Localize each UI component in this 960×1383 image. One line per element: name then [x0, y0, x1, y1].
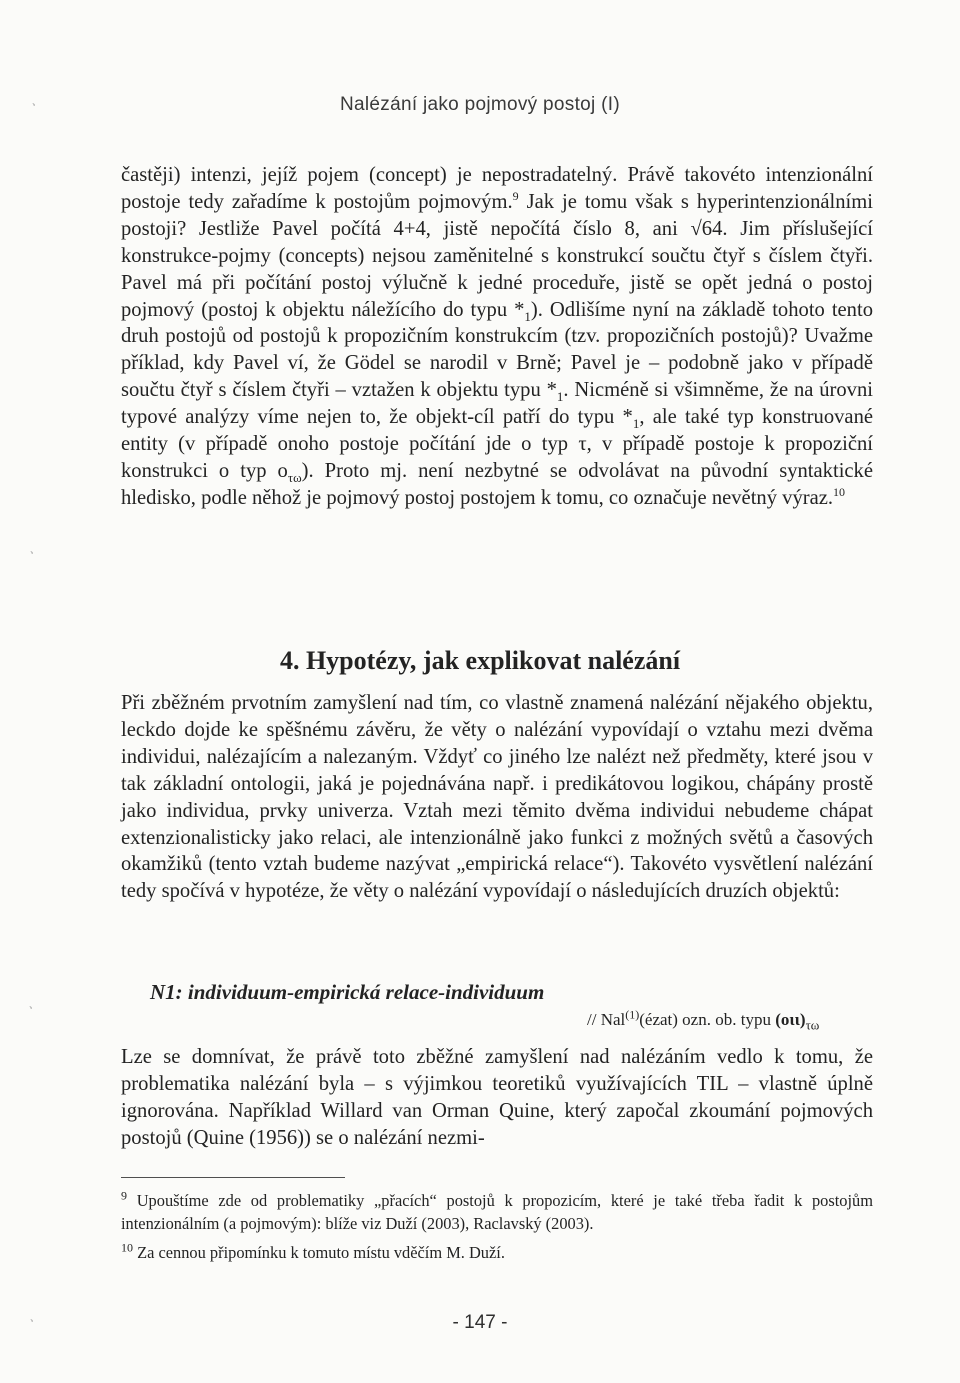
paragraph-quine — [121, 1044, 873, 1152]
margin-scan-mark: ㆍ — [25, 546, 39, 562]
section-heading: 4. Hypotézy, jak explikovat nalézání — [279, 646, 681, 675]
type-subscript: τω — [805, 1017, 820, 1033]
footnote-text: Upouštíme zde od problematiky „přacích“ postojů k propozicím, které je také třeba řadit k postojům intenzionálním (a pojmovým): blíže viz Duží (2003), Raclavský (2003). — [121, 1191, 873, 1233]
footnote-text: Za cennou připomínku k tomuto místu vděčím M. Duží. — [133, 1243, 505, 1262]
paragraph-text: . Nicméně si všimněme, že na úrovni typové analýzy víme nejen to, že objekt-cíl patří do typu * — [121, 379, 873, 429]
footnote-10 — [121, 1241, 873, 1264]
paragraph-text: Při zběžném prvotním zamyšlení nad tím, co vlastně znamená nalézání nějakého objektu, leckdo dojde ke spěšnému závěru, že věty o nalézání vypovídají o vztahu mezi dvěma individui, nalézajícím a nalezaným. Vždyť co jiného lze nalézt než předměty, které jsou v tak základní ontologii, jaká je pojednávána např. i predikátovou logikou, chápány prostě jako individua, prvky univerza. Vztah mezi těmito dvěma individui nebudeme chápat extenzionalisticky jako relaci, ale intenzionálně jako funkci z možných světů a časových okamžiků (tento vztah budeme nazývat „empirická relace“). Takovéto vysvětlení nalézání tedy spočívá v hypotéze, že věty o nalézání vypovídají o následujících druzích objektů: — [121, 692, 873, 903]
page-number: - 147 - — [452, 1312, 508, 1333]
type-superscript: (1) — [625, 1007, 640, 1022]
footnotes — [121, 1189, 873, 1264]
paragraph-text: Jak je tomu však s hyperintenzionálními postoji? Jestliže Pavel počítá 4+4, jistě nepočítá číslo 8, ani √64. Jim příslušející konstrukce-pojmy (concepts) nejsou zaměnitelné s konstrukcí součtu čtyř s číslem čtyři. Pavel má při počítání postoj výlučně k jedné proceduře, jistě se opět jedná o postoj pojmový (postoj k objektu náležícího do typu * — [121, 190, 873, 321]
paragraph-hypotheses — [121, 690, 873, 905]
paragraph-text: Lze se domnívat, že právě toto zběžné zamyšlení nad nalézáním vedlo k tomu, že problematika nalézání byla – s výjimkou teoretiků využívajících TIL – vlastně úplně ignorována. Například Willard van Orman Quine, který započal zkoumání pojmových postojů (Quine (1956)) se o nalézání nezmi- — [121, 1046, 873, 1149]
type-prefix: // Nal — [587, 1010, 626, 1029]
type-subscript: τω — [287, 470, 302, 486]
type-subscript: 1 — [632, 416, 640, 432]
footnote-number: 9 — [121, 1188, 127, 1203]
type-subscript: 1 — [524, 308, 531, 324]
type-expression: (οιι) — [775, 1010, 806, 1029]
margin-scan-mark: ㆍ — [27, 98, 41, 114]
paragraph-text: častěji) intenzi, jejíž pojem (concept) je nepostradatelný. Právě takovéto intenzionální postoje tedy zařadíme k postojům pojmovým. — [121, 164, 873, 213]
definition-n1-type — [587, 1007, 820, 1033]
margin-scan-mark: ㆍ — [24, 1001, 38, 1017]
type-middle: (ézat) ozn. ob. typu — [639, 1010, 776, 1029]
type-subscript: 1 — [556, 389, 564, 405]
running-header: Nalézání jako pojmový postoj (I) — [340, 94, 620, 115]
paragraph-intro — [121, 162, 873, 512]
footnote-ref-9[interactable]: 9 — [512, 189, 519, 204]
paragraph-text: , ale také typ konstruované entity (v případě onoho postoje počítání jde o typ τ, v případě postoje k propoziční konstrukci o typ o — [121, 406, 874, 482]
margin-scan-mark: ㆍ — [25, 1314, 39, 1330]
footnote-number: 10 — [121, 1240, 133, 1255]
footnote-divider — [121, 1177, 345, 1178]
footnote-ref-10[interactable]: 10 — [833, 485, 846, 500]
definition-n1-title: N1: individuum-empirická relace-individuum — [150, 980, 545, 1004]
paragraph-text: ). Proto mj. není nezbytné se odvolávat na původní syntaktické hledisko, podle něhož je pojmový postoj postojem k tomu, co označuje nevětný výraz. — [121, 459, 873, 509]
paragraph-text: ). Odlišíme nyní na základě tohoto tento druh postojů od postojů k propozičním konstrukcím (tzv. propozičních postojů)? Uvažme příklad, kdy Pavel ví, že Gödel se narodil v Brně; Pavel je – podobně jako v případě součtu čtyř s číslem čtyři – vztažen k objektu typu * — [121, 298, 873, 402]
footnote-9 — [121, 1189, 873, 1235]
